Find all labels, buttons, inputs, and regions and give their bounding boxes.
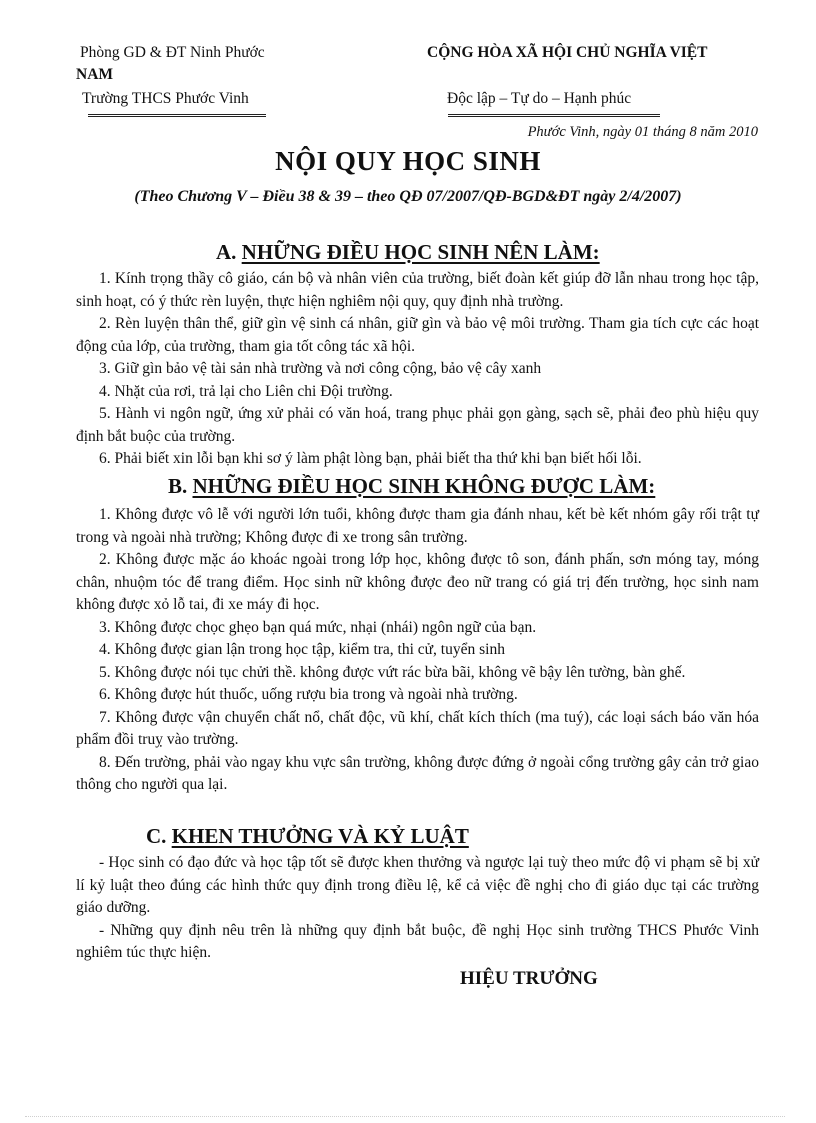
section-c-heading (146, 824, 469, 849)
list-item: 5. Hành vi ngôn ngữ, ứng xử phải có văn hoá, trang phục phải gọn gàng, sạch sẽ, phải đeo phù hiệu quy định bắt buộc của trường. (76, 405, 759, 445)
section-b-title: NHỮNG ĐIỀU HỌC SINH KHÔNG ĐƯỢC LÀM: (192, 474, 656, 498)
list-item: 6. Phải biết xin lỗi bạn khi sơ ý làm phật lòng bạn, phải biết tha thứ khi bạn biết hối lỗi. (99, 450, 642, 467)
list-item: 3. Không được chọc ghẹo bạn quá mức, nhại (nhái) ngôn ngữ của bạn. (99, 618, 537, 636)
list-item: 2. Rèn luyện thân thể, giữ gìn vệ sinh cá nhân, giữ gìn và bảo vệ môi trường. Tham gia tích cực các hoạt động của lớp, của trường, tham gia tốt công tác xã hội. (76, 315, 759, 355)
list-item: - Những quy định nêu trên là những quy định bắt buộc, đề nghị Học sinh trường THCS Phước Vinh nghiêm túc thực hiện. (76, 921, 759, 961)
list-item: 1. Không được vô lễ với người lớn tuổi, không được tham gia đánh nhau, kết bè kết nhóm gây rối trật tự trong và ngoài nhà trường; Không được đi xe trong sân trường. (76, 506, 759, 546)
section-b-heading (168, 474, 655, 499)
section-a-title: NHỮNG ĐIỀU HỌC SINH NÊN LÀM: (241, 240, 600, 264)
national-title-wrap: NAM (76, 66, 114, 83)
section-b-letter: B. (168, 474, 188, 498)
list-item: 2. Không được mặc áo khoác ngoài trong lớp học, không được tô son, đánh phấn, sơn móng tay, móng chân, nhuộm tóc để trang điểm. Học sinh nữ không được đeo nữ trang có giá trị đến trường, học sinh nam không được xỏ lỗ tai, đi xe máy đi học. (76, 551, 759, 613)
page-bottom-divider (25, 1116, 785, 1117)
school-name: Trường THCS Phước Vinh (82, 90, 249, 107)
list-item: 5. Không được nói tục chửi thề. không được vứt rác bừa bãi, không vẽ bậy lên tường, bàn ghế. (99, 663, 686, 681)
section-a-letter: A. (216, 240, 237, 264)
page-title: NỘI QUY HỌC SINH (275, 146, 541, 176)
list-item: 6. Không được hút thuốc, uống rượu bia trong và ngoài nhà trường. (99, 686, 518, 703)
list-item: 3. Giữ gìn bảo vệ tài sản nhà trường và nơi công cộng, bảo vệ cây xanh (99, 360, 542, 377)
list-item: 1. Kính trọng thầy cô giáo, cán bộ và nhân viên của trường, biết đoàn kết giúp đỡ lẫn nhau trong học tập, sinh hoạt, có ý thức rèn luyện, thực hiện nghiêm nội quy, quy định nhà trường. (76, 270, 759, 310)
section-a-heading (216, 240, 600, 265)
section-c-list (76, 852, 759, 965)
department-name: Phòng GD & ĐT Ninh Phước (80, 44, 265, 61)
list-item: 4. Nhặt của rơi, trả lại cho Liên chi Đội trường. (99, 382, 393, 400)
list-item: 8. Đến trường, phải vào ngay khu vực sân trường, không được đứng ở ngoài cổng trường gây cản trở giao thông cho người qua lại. (76, 753, 759, 793)
national-title: CỘNG HÒA XÃ HỘI CHỦ NGHĨA VIỆT (427, 44, 708, 61)
section-c-letter: C. (146, 824, 167, 848)
list-item: 4. Không được gian lận trong học tập, kiểm tra, thi cử, tuyển sinh (99, 641, 505, 658)
section-c-title: KHEN THƯỞNG VÀ KỶ LUẬT (171, 824, 469, 848)
signature-title: HIỆU TRƯỞNG (460, 968, 598, 989)
section-a-list (76, 268, 759, 471)
date-line: Phước Vinh, ngày 01 tháng 8 năm 2010 (527, 124, 758, 140)
national-motto: Độc lập – Tự do – Hạnh phúc (447, 90, 632, 107)
school-underline (88, 114, 266, 117)
section-b-list (76, 504, 759, 797)
list-item: - Học sinh có đạo đức và học tập tốt sẽ được khen thưởng và ngược lại tuỳ theo mức độ vi phạm sẽ bị xử lí kỷ luật theo đúng các hình thức quy định trong điều lệ, kể cả việc đề nghị cho đi giáo dục tại các trường giáo dưỡng. (76, 854, 759, 916)
motto-underline (448, 114, 660, 117)
page-subtitle: (Theo Chương V – Điều 38 & 39 – theo QĐ 07/2007/QĐ-BGD&ĐT ngày 2/4/2007) (134, 188, 682, 205)
list-item: 7. Không được vận chuyển chất nổ, chất độc, vũ khí, chất kích thích (ma tuý), các loại sách báo văn hóa phẩm đồi truỵ vào trường. (76, 708, 759, 748)
